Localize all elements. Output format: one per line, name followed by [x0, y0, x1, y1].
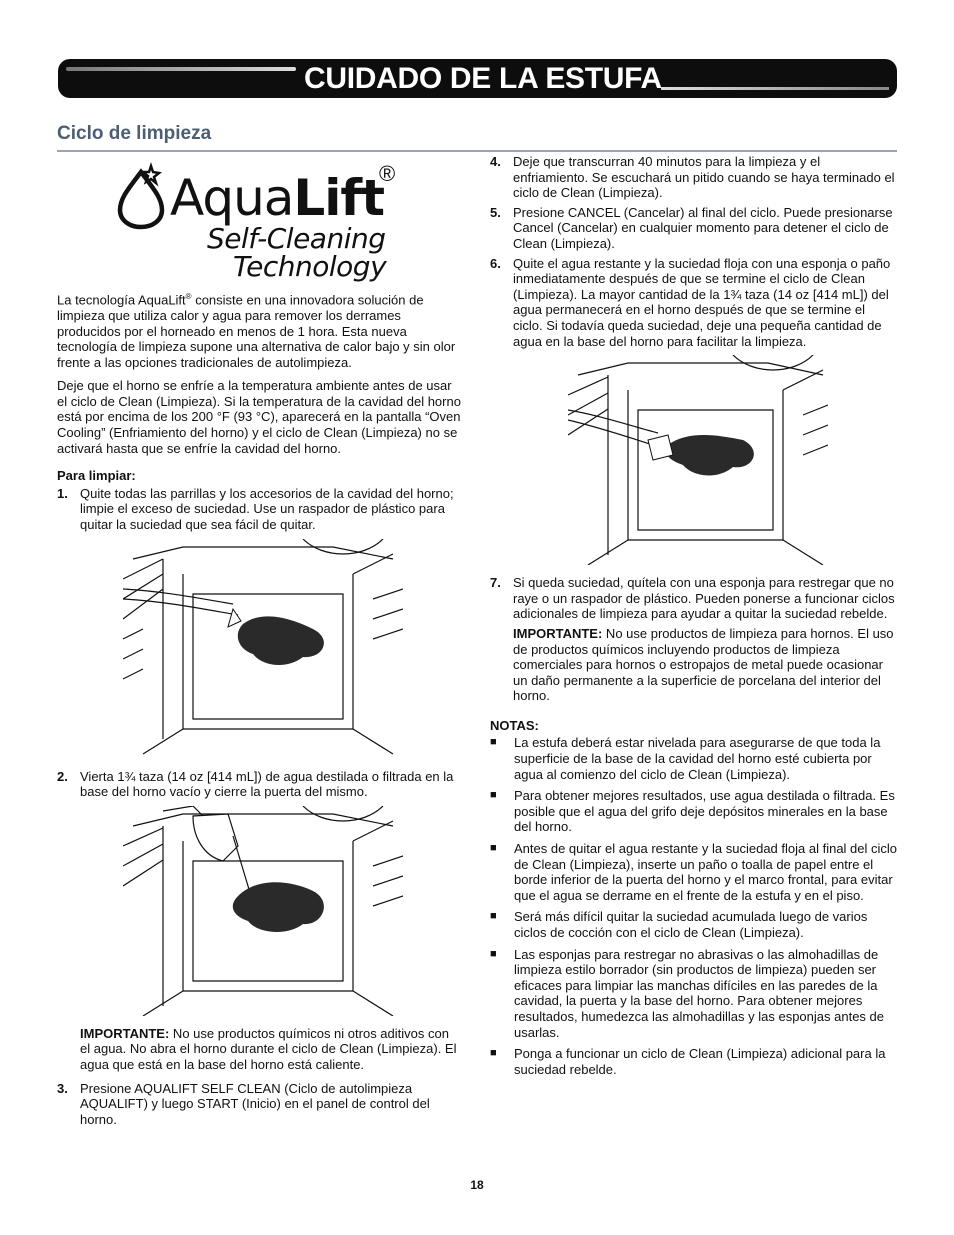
bullet-square-icon: ■: [490, 736, 497, 749]
cooling-paragraph: Deje que el horno se enfríe a la temperatura ambiente antes de usar el ciclo de Clean (Limpieza). Si la temperatura de la cavidad del horno está por encima de los 200 °F (93 °C), aparecerá en la pantalla “Oven Cooling” (Enfriamiento del horno) y el ciclo de Clean (Limpieza) no se activará hasta que se enfríe la cavidad del horno.: [57, 378, 461, 456]
logo-wordmark: AquaLift: [170, 169, 385, 227]
page-number: 18: [470, 1178, 484, 1192]
section-header-bar: [58, 59, 897, 98]
header-decor-line-right: [661, 87, 889, 90]
note-item: ■ Ponga a funcionar un ciclo de Clean (Limpieza) adicional para la suciedad rebelde.: [490, 1046, 886, 1077]
aqualift-logo: [57, 160, 462, 285]
header-decor-line-left: [66, 67, 296, 71]
note-item: ■ Las esponjas para restregar no abrasivas o las almohadillas de limpieza estilo borrador (sin productos de limpieza) pueden ser eficaces para limpiar las manchas difíciles en las paredes de la cavidad, la puerta y la base del horno. Para obtener mejores resultados, humedezca las almohadillas y las esponjas antes de usarlas.: [490, 946, 884, 1040]
bullet-square-icon: ■: [490, 1047, 497, 1060]
page-title: CUIDADO DE LA ESTUFA: [304, 62, 662, 95]
oven-water-pour-illustration: [123, 806, 403, 1016]
intro-paragraph: La tecnología AquaLift® consiste en una innovadora solución de limpieza que utiliza calor y agua para remover los derrames producidos por el horneado en menos de 1 hora. Esta nueva tecnología de limpieza supone una alternativa de calor bajo y sin olor frente a las opciones tradicionales de autolimpieza.: [57, 292, 456, 370]
oven-sponge-illustration: [568, 355, 828, 565]
bullet-square-icon: ■: [490, 842, 497, 855]
note-item: ■ Para obtener mejores resultados, use agua destilada o filtrada. Es posible que el agua del grifo deje depósitos minerales en la base del horno.: [490, 788, 895, 835]
notes-heading: NOTAS:: [490, 717, 539, 733]
oven-scraper-illustration: [123, 539, 403, 759]
step-item: 3. Presione AQUALIFT SELF CLEAN (Ciclo de autolimpieza AQUALIFT) y luego START (Inicio) en el panel de control del horno.: [57, 1080, 430, 1127]
bullet-square-icon: ■: [490, 910, 497, 923]
cleaning-subheading: Para limpiar:: [57, 468, 136, 484]
note-item: ■ Antes de quitar el agua restante y la suciedad floja al final del ciclo de Clean (Limpieza), inserte un paño o toalla de papel entre el borde inferior de la puerta del horno y el marco frontal, para evitar que el agua se derrame en el frente de la estufa y en el piso.: [490, 841, 898, 903]
logo-tagline-1: Self-Cleaning: [207, 222, 386, 255]
note-item: ■ Será más difícil quitar la suciedad acumulada luego de varios ciclos de cocción con el ciclo de Clean (Limpieza).: [490, 909, 868, 940]
important-note: IMPORTANTE: No use productos de limpieza para hornos. El uso de productos químicos incluyendo productos de limpieza comerciales para hornos o estropajos de metal puede ocasionar un daño permanente a la superficie de porcelana del interior del horno.: [513, 625, 894, 704]
logo-registered-mark: ®: [379, 161, 396, 186]
important-note: IMPORTANTE: No use productos químicos ni otros aditivos con el agua. No abra el horno durante el ciclo de Clean (Limpieza). El agua que está en la base del horno está caliente.: [80, 1025, 457, 1073]
bullet-square-icon: ■: [490, 789, 497, 802]
section-title: Ciclo de limpieza: [57, 123, 212, 144]
note-item: ■ La estufa deberá estar nivelada para asegurarse de que toda la superficie de la base de la cavidad del horno esté cubierta por agua al comienzo del ciclo de Clean (Limpieza).: [490, 735, 881, 782]
left-column: [57, 160, 462, 1131]
step-item: 1. Quite todas las parrillas y los accesorios de la cavidad del horno; limpie el exceso de suciedad. Use un raspador de plástico para quitar la suciedad que sea fácil de quitar.: [57, 485, 454, 533]
section-divider: [57, 150, 897, 152]
right-column: [490, 154, 897, 1083]
step-item: 6. Quite el agua restante y la suciedad floja con una esponja o paño inmediatamente después de que se termine el ciclo de Clean (Limpieza). La mayor cantidad de la 1¾ taza (14 oz [414 mL]) del agua permanecerá en el horno después de que se termine el ciclo. Si todavía queda suciedad, deje una pequeña cantidad de agua en la base del horno para facilitar la limpieza.: [490, 255, 891, 349]
logo-tagline-2: Technology: [233, 250, 387, 283]
step-item: 7. Si queda suciedad, quítela con una esponja para restregar que no raye o un raspador de plástico. Pueden ponerse a funcionar ciclos adicionales de limpieza para ayudar a quitar la suciedad rebelde.: [490, 575, 895, 622]
step-item: 2. Vierta 1¾ taza (14 oz [414 mL]) de agua destilada o filtrada en la base del horno vacío y cierre la puerta del mismo.: [57, 768, 454, 800]
step-item: 5. Presione CANCEL (Cancelar) al final del ciclo. Puede presionarse Cancel (Cancelar) en cualquier momento para detener el ciclo de Clean (Limpieza).: [490, 204, 893, 251]
bullet-square-icon: ■: [490, 947, 497, 960]
step-item: 4. Deje que transcurran 40 minutos para la limpieza y el enfriamiento. Se escuchará un pitido cuando se haya terminado el ciclo de Clean (Limpieza).: [490, 154, 895, 201]
water-drop-icon: [115, 160, 175, 230]
